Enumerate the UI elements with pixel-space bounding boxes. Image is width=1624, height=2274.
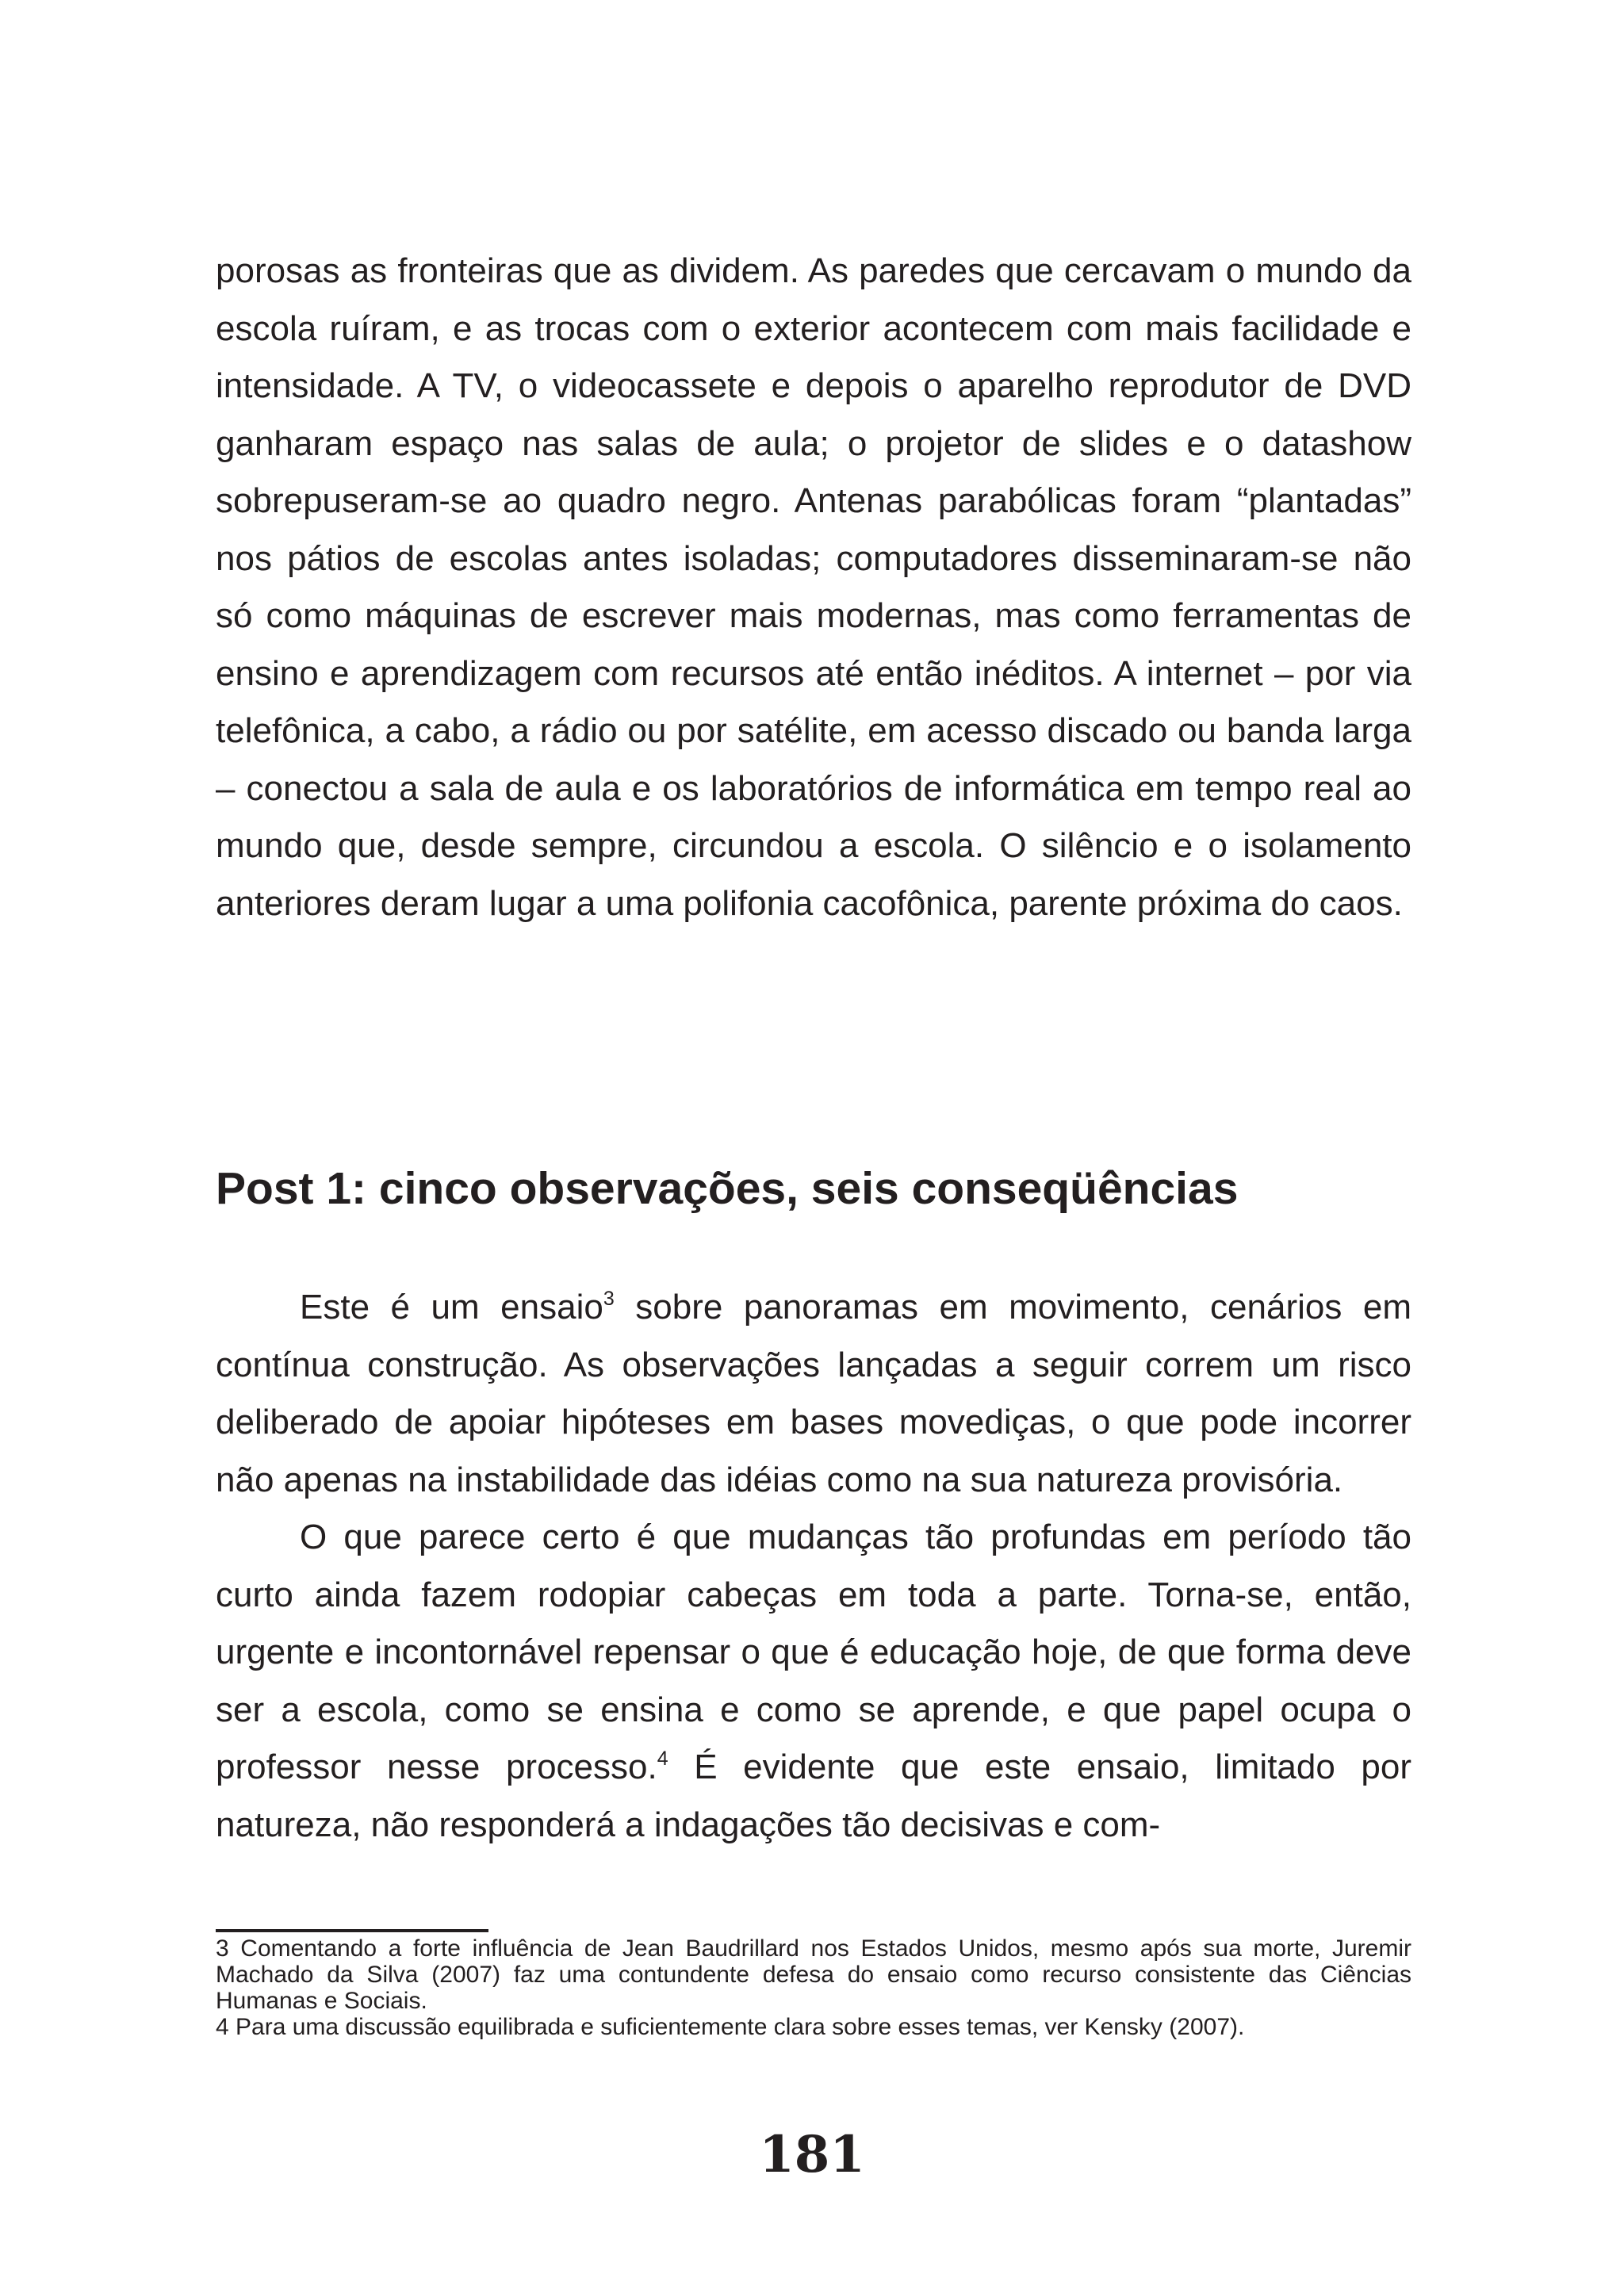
section-body [216, 1279, 1411, 1854]
footnote-3: 3 Comentando a forte influência de Jean Baudrillard nos Estados Unidos, mesmo após sua morte, Juremir Machado da Silva (2007) faz uma contundente defesa do ensaio como recurso consistente das Ciências Humanas e Sociais. [216, 1935, 1411, 2014]
continuation-paragraph: porosas as fronteiras que as dividem. As paredes que cercavam o mundo da escola ruíram, e as trocas com o exterior acontecem com mais facilidade e intensidade. A TV, o videocassete e depois o aparelho reprodutor de DVD ganharam espaço nas salas de aula; o projetor de slides e o datashow sobrepuseram-se ao quadro negro. Antenas parabólicas foram “plantadas” nos pátios de escolas antes isoladas; computadores disseminaram-se não só como máquinas de escrever mais modernas, mas como ferramentas de ensino e aprendizagem com recursos até então inéditos. A internet – por via telefônica, a cabo, a rádio ou por satélite, em acesso discado ou banda larga – conectou a sala de aula e os laboratórios de informática em tempo real ao mundo que, desde sempre, circundou a escola. O silêncio e o isolamento anteriores deram lugar a uma polifonia cacofônica, parente próxima do caos. [216, 251, 1411, 923]
footnotes [216, 1935, 1411, 2040]
paragraph-text: É evidente que este ensaio, limitado por natureza, não responderá a indagações tão decisivas e com- [216, 1748, 1411, 1844]
paragraph-text: O que parece certo é que mudanças tão profundas em período tão curto ainda fazem rodopiar cabeças em toda a parte. Torna-se, então, urgente e incontornável repensar o que é educação hoje, de que forma deve ser a escola, como se ensina e como se aprende, e que papel ocupa o professor nesse processo. [216, 1518, 1411, 1786]
section-heading: Post 1: cinco observações, seis conseqüências [216, 1163, 1239, 1214]
body-paragraph-2 [216, 1509, 1411, 1854]
page-body-top [216, 243, 1411, 932]
page-number: 181 [759, 2125, 865, 2184]
body-paragraph-1 [216, 1279, 1411, 1509]
footnote-reference-3[interactable]: 3 [603, 1288, 615, 1310]
paragraph-text: Este é um ensaio [300, 1288, 603, 1326]
footnote-separator [216, 1929, 488, 1932]
paragraph-text: sobre panoramas em movimento, cenários em contínua construção. As observações lançadas a seguir correm um risco deliberado de apoiar hipóteses em bases movediças, o que pode incorrer não apenas na instabilidade das idéias como na sua natureza provisória. [216, 1288, 1411, 1499]
footnote-4: 4 Para uma discussão equilibrada e suficientemente clara sobre esses temas, ver Kensky (2007). [216, 2014, 1245, 2040]
footnote-reference-4[interactable]: 4 [657, 1748, 668, 1770]
